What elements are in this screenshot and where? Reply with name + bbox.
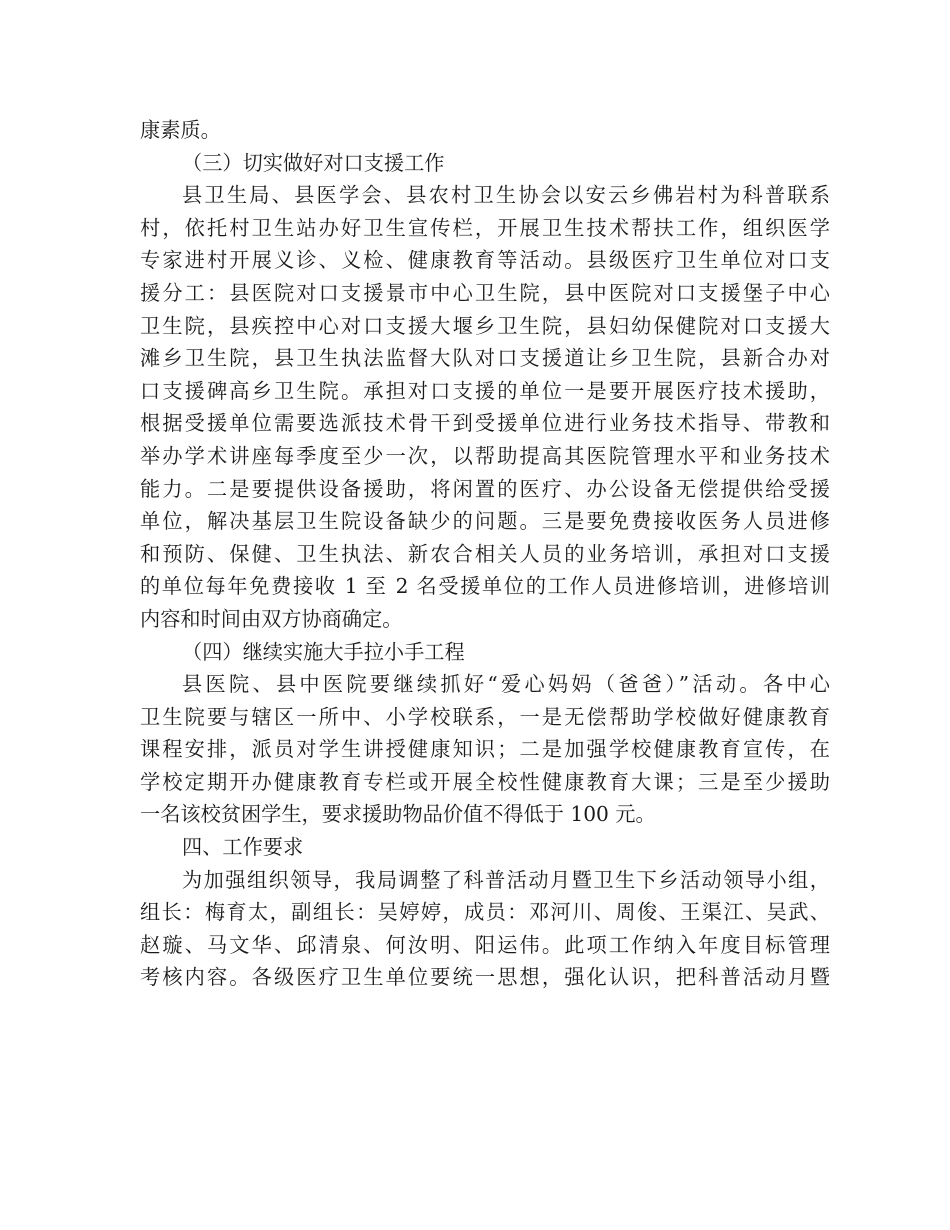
text-line: 四、工作要求 xyxy=(182,835,304,860)
text-line: 卫生院要与辖区一所中、小学校联系，一是无偿帮助学校做好健康教育 xyxy=(140,704,830,729)
text-line: 单位，解决基层卫生院设备缺少的问题。三是要免费接收医务人员进修 xyxy=(140,509,830,534)
text-line: 学校定期开办健康教育专栏或开展全校性健康教育大课；三是至少援助 xyxy=(140,769,830,794)
text-line: 专家进村开展义诊、义检、健康教育等活动。县级医疗卫生单位对口支 xyxy=(140,248,830,273)
text-line: 为加强组织领导，我局调整了科普活动月暨卫生下乡活动领导小组， xyxy=(182,867,830,892)
text-line: 举办学术讲座每季度至少一次，以帮助提高其医院管理水平和业务技术 xyxy=(140,443,830,468)
text-line: 县医院、县中医院要继续抓好“爱心妈妈（爸爸）”活动。各中心 xyxy=(182,672,830,697)
text-line: 村，依托村卫生站办好卫生宣传栏，开展卫生技术帮扶工作，组织医学 xyxy=(140,215,830,240)
text-line: 组长：梅育太，副组长：吴婷婷，成员：邓河川、周俊、王渠江、吴武、 xyxy=(140,900,830,925)
text-line: 县卫生局、县医学会、县农村卫生协会以安云乡佛岩村为科普联系 xyxy=(182,183,830,208)
text-line: 康素质。 xyxy=(140,118,221,142)
text-line: 能力。二是要提供设备援助，将闲置的医疗、办公设备无偿提供给受援 xyxy=(140,476,830,501)
text-line: 卫生院，县疾控中心对口支援大堰乡卫生院，县妇幼保健院对口支援大 xyxy=(140,313,830,338)
text-line: 赵璇、马文华、邱清泉、何汝明、阳运伟。此项工作纳入年度目标管理 xyxy=(140,932,830,957)
text-line: 考核内容。各级医疗卫生单位要统一思想，强化认识，把科普活动月暨 xyxy=(140,965,830,990)
text-line: 和预防、保健、卫生执法、新农合相关人员的业务培训，承担对口支援 xyxy=(140,541,830,566)
text-line: 滩乡卫生院，县卫生执法监督大队对口支援道让乡卫生院，县新合办对 xyxy=(140,346,830,371)
text-line: （四）继续实施大手拉小手工程 xyxy=(182,639,465,664)
text-line: 一名该校贫困学生，要求援助物品价值不得低于 100 元。 xyxy=(140,802,656,827)
text-line: 援分工：县医院对口支援景市中心卫生院，县中医院对口支援堡子中心 xyxy=(140,280,830,305)
text-line: 课程安排，派员对学生讲授健康知识；二是加强学校健康教育宣传，在 xyxy=(140,737,830,762)
text-line: 内容和时间由双方协商确定。 xyxy=(140,606,403,631)
text-line: （三）切实做好对口支援工作 xyxy=(182,150,445,175)
text-line: 的单位每年免费接收 1 至 2 名受援单位的工作人员进修培训，进修培训 xyxy=(140,574,830,599)
document-page xyxy=(140,114,830,994)
text-line: 口支援碑高乡卫生院。承担对口支援的单位一是要开展医疗技术援助， xyxy=(140,378,830,403)
text-line: 根据受援单位需要选派技术骨干到受援单位进行业务技术指导、带教和 xyxy=(140,411,830,436)
